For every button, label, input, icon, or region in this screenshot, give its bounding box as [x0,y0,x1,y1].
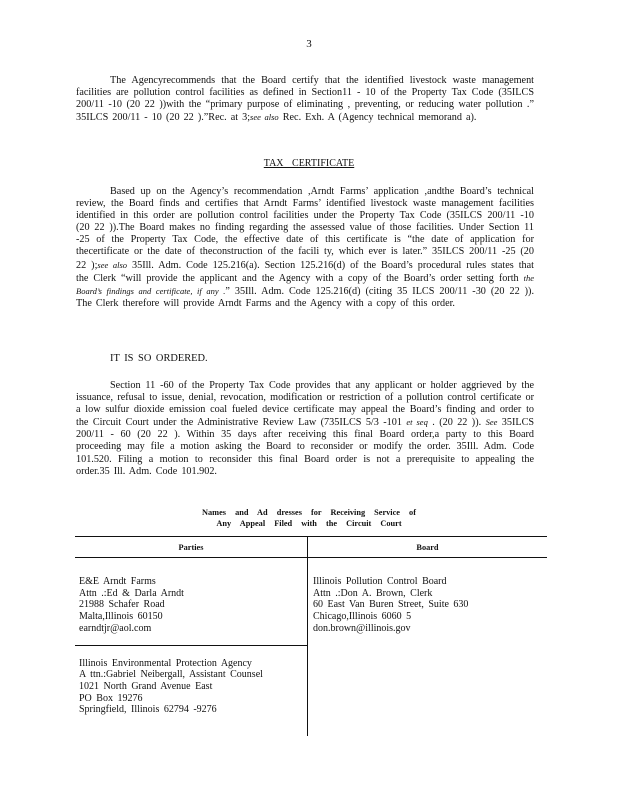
paragraph-board-findings: Based up on the Agency’s recommendation ,Arndt Farms’ application ,andthe Board’s technical review, the Board finds and certifies that Arndt Farms’ identified livestock waste management facilities identified in this order are pollution control facilities under the Property Tax Code (35ILCS 200/11 -10 (20 22 )).The Board makes no finding regarding the assessed value of those facilities. Under Section 11 -25 of the Property Tax Code, the effective date of this certificate is “the date of application for thecertificate or the date of theconstruction of the facili ty, which ever is later.” 35ILCS 200/11 -25 (20 22 );see also 35Ill. Adm. Code 125.216(a). Section 125.216(d) of the Board’s procedural rules states that the Clerk “will provide the applicant and the Agency with a copy of the Board’s order setting forth the Board’s findings and certificate, if any .” 35Ill. Adm. Code 125.216(d) (citing 35 ILCS 200/11 -30 (20 22 )). The Clerk therefore will provide Arndt Farms and the Agency with a copy of this order. [76,186,535,309]
party-address-iepa: Illinois Environmental Protection Agency A ttn.:Gabriel Neibergall, Assistant Counsel 1021 North Grand Avenue East PO Box 19276 Springfield, Illinois 62794 -9276 [75,645,307,737]
service-table-caption: Names and Ad dresses for Receiving Service of Any Appeal Filed with the Circuit Court [202,508,416,528]
service-address-table [75,536,547,736]
board-address: Illinois Pollution Control Board Attn .:Don A. Brown, Clerk 60 East Van Buren Street, Suite 630 Chicago,Illinois 6060 5 don.brown@illinois.gov [308,558,547,635]
board-email: don.brown@illinois.gov [313,622,411,634]
paragraph-appeal-rights: Section 11 -60 of the Property Tax Code provides that any applicant or holder aggrieved by the issuance, refusal to issue, denial, revocation, modification or restriction of a pollution control certificate or a low sulfur dioxide emission coal fueled device certificate may appeal the Board’s finding and order to the Circuit Court under the Administrative Review Law (735ILCS 5/3 -101 et seq . (20 22 )). See 35ILCS 200/11 - 60 (20 22 ). Within 35 days after receiving this final Board order,a party to this Board proceeding may file a motion asking the Board to reconsider or modify the order. 35Ill. Adm. Code 101.520. Filing a motion to reconsider this final Board order is not a prerequisite to appealing the order.35 Ill. Adm. Code 101.902. [76,380,535,477]
paragraph-agency-recommendation: The Agencyrecommends that the Board certify that the identified livestock waste management facilities are pollution control facilities as defined in Section11 - 10 of the Property Tax Code (35ILCS 200/11 -10 (20 22 ))with the “primary purpose of eliminating , preventing, or reducing water pollution .” 35ILCS 200/11 - 10 (20 22 ).”Rec. at 3;see also Rec. Exh. A (Agency technical memorand a). [76,75,534,124]
page-number: 3 [306,38,312,50]
party-address-arndt-farms: E&E Arndt Farms Attn .:Ed & Darla Arndt 21988 Schafer Road Malta,Illinois 60150 earndtjr@aol.com [75,558,307,645]
table-header-row [75,537,547,558]
party-email: earndtjr@aol.com [79,622,152,634]
parties-cell [75,558,308,737]
column-header-parties: Parties [75,537,308,558]
table-row [75,558,547,737]
board-cell [308,558,548,737]
column-header-board: Board [308,537,548,558]
section-heading-tax-certificate: TAX CERTIFICATE [263,158,355,169]
order-statement: IT IS SO ORDERED. [110,353,208,364]
